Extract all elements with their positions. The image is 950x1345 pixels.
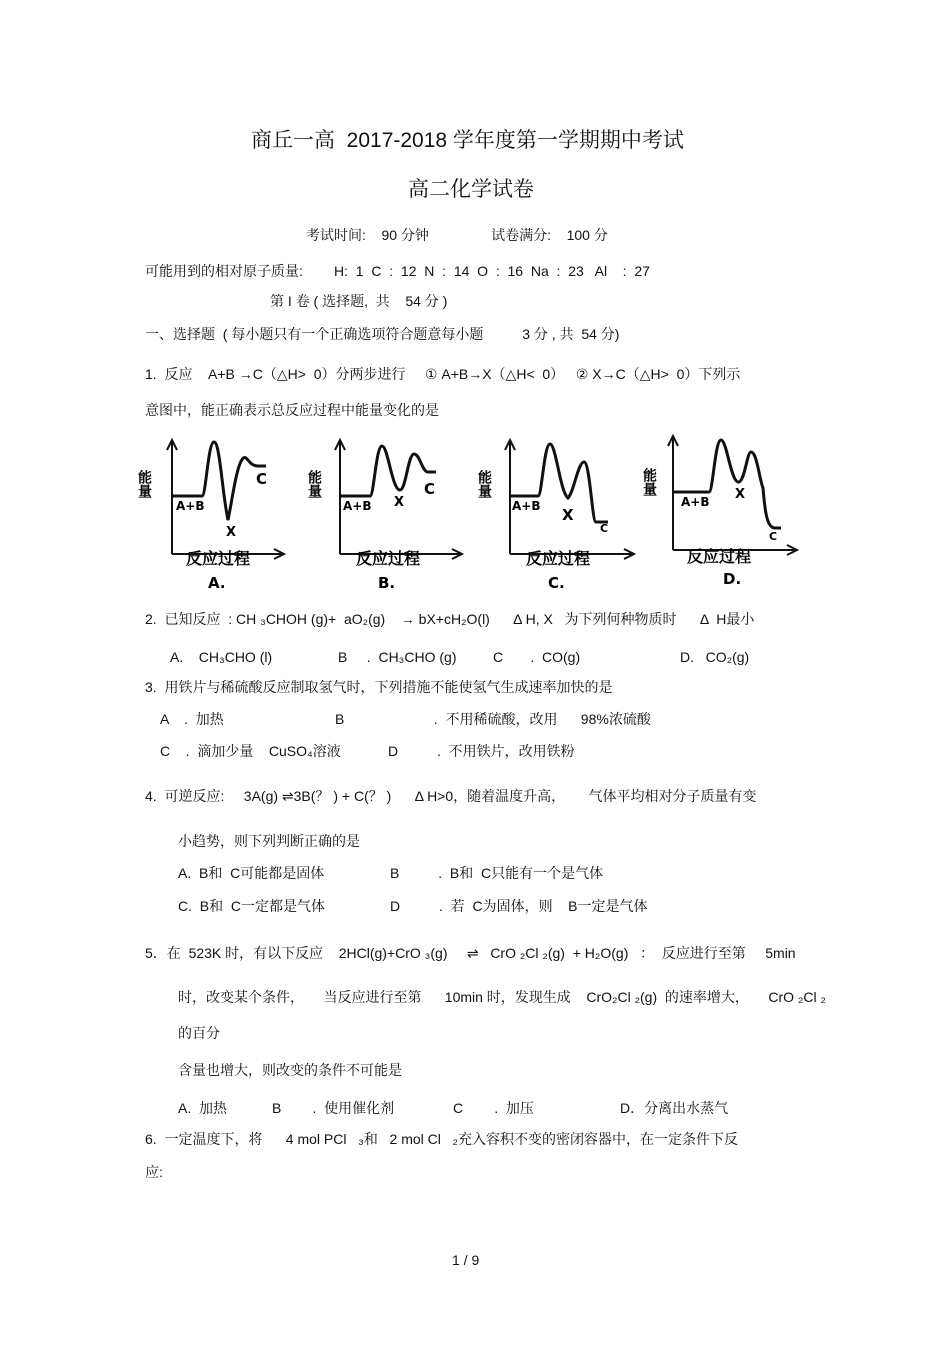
part-heading: 一、选择题 ( 每小题只有一个正确选项符合题意每小题 3 分 , 共 54 分) (145, 326, 620, 342)
diagram-a-letter: A. (208, 574, 226, 592)
diagram-d-xlabel: 反应过程 (687, 547, 752, 566)
q3-option-b: B . 不用稀硫酸，改用 98%浓硫酸 (335, 711, 651, 727)
diagram-a-xlabel: 反应过程 (186, 549, 251, 568)
q1-line1: 1. 反应 A+B →C（△H> 0）分两步进行 ① A+B→X（△H< 0） ② X→C（△H> 0）下列示 (145, 366, 741, 382)
q2-line1: 2. 已知反应 : CH ₃CHOH (g)+ aO₂(g) → bX+cH₂O(l) Δ H, X 为下列何种物质时 Δ H最小 (145, 611, 755, 627)
diagram-d-end: C (769, 530, 778, 543)
diagram-c-letter: C. (548, 574, 565, 592)
page-number: 1 / 9 (452, 1252, 480, 1268)
q3-option-d: D . 不用铁片，改用铁粉 (388, 743, 575, 759)
exam-info: 考试时间: 90 分钟 试卷满分: 100 分 (306, 227, 608, 243)
diagram-c-xlabel: 反应过程 (526, 549, 591, 568)
energy-diagram-c (476, 432, 640, 592)
atomic-masses: 可能用到的相对原子质量: H: 1 C : 12 N : 14 O : 16 Na : 23 Al : 27 (145, 263, 650, 279)
q5-line1: 5．在 523K 时，有以下反应 2HCl(g)+CrO ₃(g) ⇌ CrO ₂Cl ₂(g) + H₂O(g) ： 反应进行至第 5min (145, 945, 796, 961)
q6-line1: 6. 一定温度下，将 4 mol PCl ₃和 2 mol Cl ₂充入容积不变的密闭容器中，在一定条件下反 (145, 1131, 738, 1147)
exam-title: 商丘一高 2017-2018 学年度第一学期期中考试 (251, 129, 684, 152)
q4-line2: 小趋势，则下列判断正确的是 (178, 833, 360, 849)
diagram-b-xlabel: 反应过程 (356, 549, 421, 568)
q2-option-b: B . CH₃CHO (g) (338, 649, 457, 665)
q3-option-c: C . 滴加少量 CuSO₄溶液 (160, 743, 341, 759)
energy-diagram-a (136, 432, 300, 592)
q5-line2: 时，改变某个条件， 当反应进行至第 10min 时，发现生成 CrO₂Cl ₂(g) 的速率增大， CrO ₂Cl ₂ (178, 989, 826, 1005)
diagram-d-letter: D. (723, 570, 742, 588)
q4-option-d: D . 若 C为固体，则 B一定是气体 (390, 898, 648, 914)
q3-option-a: A . 加热 (160, 711, 224, 727)
diagram-b-mid: X (394, 495, 405, 510)
diagram-d-ylabel: 能量 (641, 468, 657, 496)
diagram-c-start: A+B (512, 499, 541, 513)
energy-diagram-d (641, 432, 805, 592)
diagram-c-ylabel: 能量 (476, 470, 492, 498)
q5-option-c: C . 加压 (453, 1100, 534, 1116)
q2-option-d: D. CO₂(g) (680, 649, 750, 665)
section-heading: 第 I 卷 ( 选择题, 共 54 分 ) (270, 293, 448, 309)
exam-subtitle: 高二化学试卷 (408, 178, 534, 201)
q5-option-d: D．分离出水蒸气 (620, 1100, 729, 1116)
q4-line1: 4. 可逆反应: 3A(g) ⇌3B(？ ) + C(？ ) Δ H>0，随着温度升高， 气体平均相对分子质量有变 (145, 788, 757, 804)
diagram-b-end: C (424, 480, 436, 498)
diagram-a-mid: X (226, 525, 237, 540)
diagram-a-end: C (256, 470, 268, 488)
q3-line1: 3. 用铁片与稀硫酸反应制取氢气时，下列措施不能使氢气生成速率加快的是 (145, 679, 613, 695)
diagram-b-ylabel: 能量 (306, 470, 322, 498)
diagram-b-letter: B. (378, 574, 396, 592)
q4-option-a: A. B和 C可能都是固体 (178, 865, 325, 881)
q6-line2: 应: (145, 1164, 163, 1180)
q5-line4: 含量也增大，则改变的条件不可能是 (178, 1062, 402, 1078)
diagram-b-start: A+B (343, 499, 372, 513)
q2-option-a: A. CH₃CHO (l) (170, 649, 273, 665)
diagram-a-ylabel: 能量 (136, 470, 152, 498)
energy-diagram-b (306, 432, 470, 592)
q5-option-b: B . 使用催化剂 (272, 1100, 395, 1116)
diagram-a-start: A+B (176, 499, 205, 513)
q2-option-c: C . CO(g) (493, 649, 581, 665)
q4-option-b: B . B和 C只能有一个是气体 (390, 865, 604, 881)
diagram-c-end: C (600, 522, 609, 535)
diagram-d-start: A+B (681, 495, 710, 509)
diagram-c-mid: X (562, 506, 574, 524)
diagram-d-mid: X (735, 487, 746, 502)
q4-option-c: C. B和 C一定都是气体 (178, 898, 326, 914)
q1-line2: 意图中，能正确表示总反应过程中能量变化的是 (145, 402, 439, 418)
q5-line3: 的百分 (178, 1025, 220, 1041)
q5-option-a: A. 加热 (178, 1100, 228, 1116)
